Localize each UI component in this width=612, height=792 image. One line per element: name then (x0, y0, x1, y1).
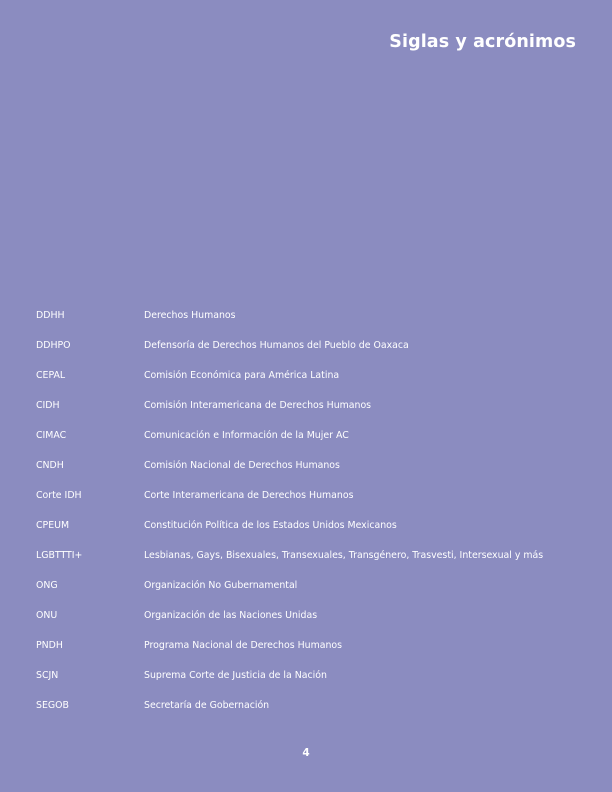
acronym-definition: Comunicación e Información de la Mujer AC (144, 430, 349, 441)
acronym-definition: Corte Interamericana de Derechos Humanos (144, 490, 354, 501)
list-item (36, 400, 596, 430)
page-title: Siglas y acrónimos (389, 32, 576, 52)
acronym-definition: Defensoría de Derechos Humanos del Pueblo de Oaxaca (144, 340, 409, 351)
acronym-definition: Derechos Humanos (144, 310, 236, 321)
acronym: ONU (36, 610, 58, 621)
acronym-definition: Organización No Gubernamental (144, 580, 298, 591)
acronym-definition: Comisión Económica para América Latina (144, 370, 340, 381)
acronym-definition: Programa Nacional de Derechos Humanos (144, 640, 343, 651)
list-item (36, 670, 596, 700)
acronym-list (36, 310, 596, 730)
acronym: PNDH (36, 640, 63, 651)
list-item (36, 580, 596, 610)
list-item (36, 460, 596, 490)
acronym-definition: Suprema Corte de Justicia de la Nación (144, 670, 327, 681)
acronym: CIDH (36, 400, 60, 411)
list-item (36, 430, 596, 460)
acronym-definition: Constitución Política de los Estados Unidos Mexicanos (144, 520, 397, 531)
acronym-definition: Secretaría de Gobernación (144, 700, 270, 711)
acronym-definition: Organización de las Naciones Unidas (144, 610, 318, 621)
list-item (36, 340, 596, 370)
page-number: 4 (302, 747, 310, 759)
acronym: CIMAC (36, 430, 67, 441)
acronym: DDHPO (36, 340, 71, 351)
list-item (36, 550, 596, 580)
list-item (36, 640, 596, 670)
acronym: CNDH (36, 460, 64, 471)
list-item (36, 370, 596, 400)
acronym-definition: Comisión Interamericana de Derechos Humanos (144, 400, 372, 411)
list-item (36, 310, 596, 340)
acronym: Corte IDH (36, 490, 82, 501)
list-item (36, 610, 596, 640)
acronym: ONG (36, 580, 58, 591)
acronym: SCJN (36, 670, 59, 681)
acronym: DDHH (36, 310, 65, 321)
list-item (36, 700, 596, 730)
list-item (36, 520, 596, 550)
acronym: CEPAL (36, 370, 66, 381)
acronym: LGBTTTI+ (36, 550, 83, 561)
list-item (36, 490, 596, 520)
acronym-definition: Comisión Nacional de Derechos Humanos (144, 460, 340, 471)
acronym: CPEUM (36, 520, 70, 531)
acronym: SEGOB (36, 700, 69, 711)
acronym-definition: Lesbianas, Gays, Bisexuales, Transexuales, Transgénero, Trasvesti, Intersexual y más (144, 550, 544, 561)
